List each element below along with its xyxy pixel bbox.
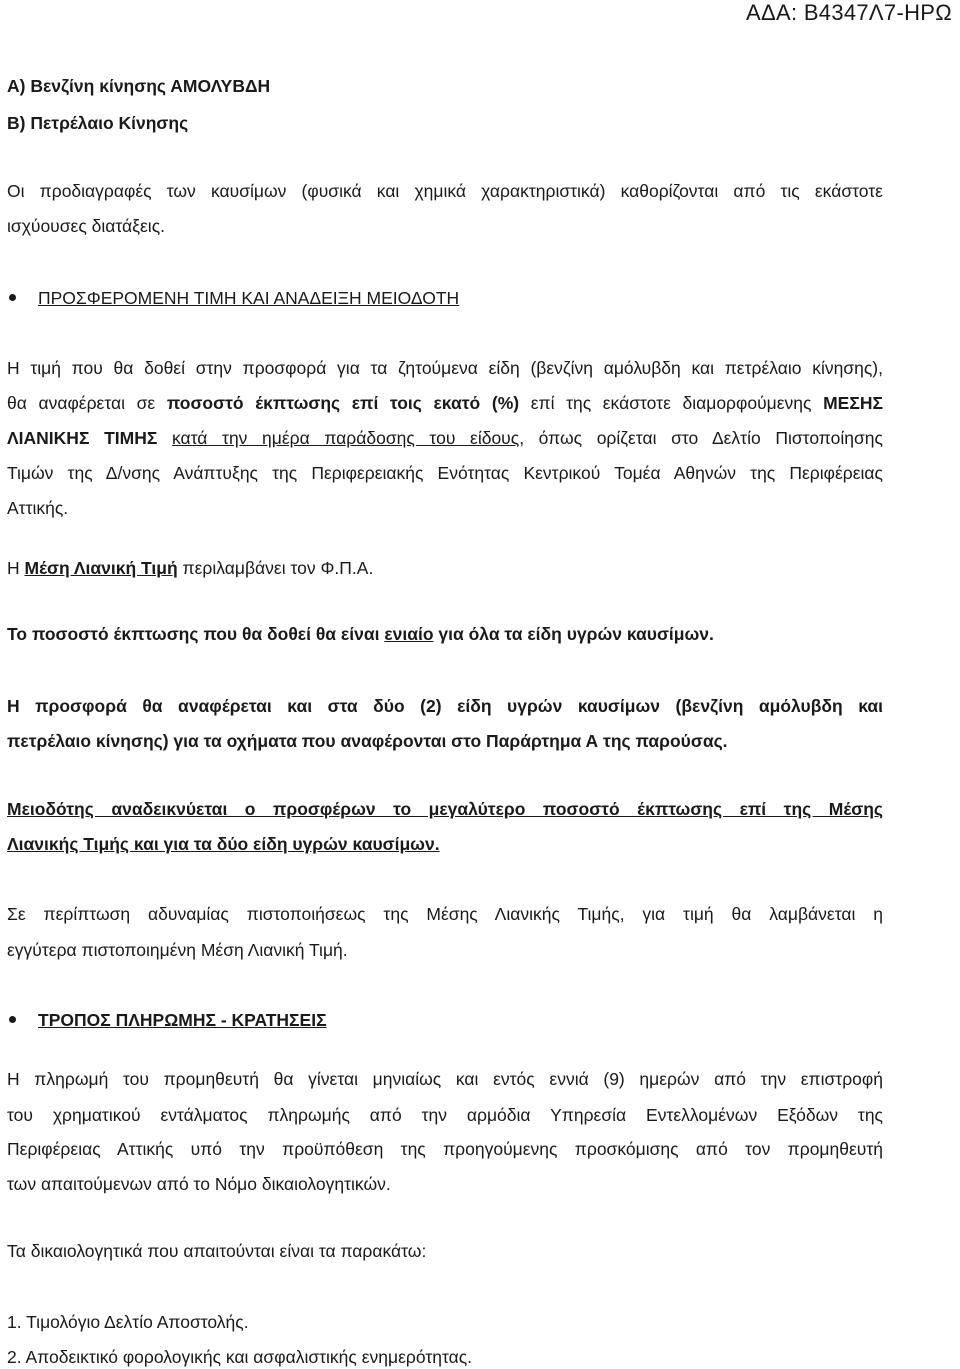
paragraph-line: των απαιτούμενων από το Νόμο δικαιολογητικών. bbox=[7, 1174, 391, 1194]
paragraph-line: Τιμών της Δ/νσης Ανάπτυξης της Περιφερειακής Ενότητας Κεντρικού Τομέα Αθηνών της Περιφέρειας bbox=[7, 463, 883, 483]
text-run: Το ποσοστό έκπτωσης που θα δοθεί θα είναι bbox=[7, 624, 385, 644]
fuel-item-a: Α) Βενζίνη κίνησης ΑΜΟΛΥΒΔΗ bbox=[7, 76, 271, 96]
text-run-bold: ποσοστό έκπτωσης επί τοις εκατό (%) bbox=[166, 393, 520, 413]
paragraph-line bbox=[7, 393, 883, 414]
fuel-item-b: Β) Πετρέλαιο Κίνησης bbox=[7, 113, 189, 133]
bullet-icon bbox=[9, 1016, 16, 1023]
text-run: θα αναφέρεται σε bbox=[7, 393, 167, 413]
bullet-icon bbox=[9, 294, 16, 301]
paragraph-line: Η προσφορά θα αναφέρεται και στα δύο (2) είδη υγρών καυσίμων (βενζίνη αμόλυβδη και bbox=[7, 696, 883, 716]
text-run-bold: ΜΕΣΗΣ bbox=[823, 393, 883, 413]
text-run: επί της εκάστοτε διαμορφούμενης bbox=[519, 393, 824, 413]
section-heading-payment bbox=[7, 1010, 327, 1031]
section-heading-price bbox=[7, 288, 459, 309]
text-run: , όπως ορίζεται στο Δελτίο Πιστοποίησης bbox=[519, 428, 883, 448]
text-run-bold: ΛΙΑΝΙΚΗΣ ΤΙΜΗΣ bbox=[7, 428, 158, 448]
text-run: περιλαμβάνει τον Φ.Π.Α. bbox=[177, 558, 374, 578]
paragraph-line: Η πληρωμή του προμηθευτή θα γίνεται μηνιαίως και εντός εννιά (9) ημερών από την επιστροφή bbox=[7, 1069, 883, 1089]
section-title: ΠΡΟΣΦΕΡΟΜΕΝΗ ΤΙΜΗ ΚΑΙ ΑΝΑΔΕΙΞΗ ΜΕΙΟΔΟΤΗ bbox=[38, 288, 460, 308]
list-item: 1. Τιμολόγιο Δελτίο Αποστολής. bbox=[7, 1312, 249, 1332]
paragraph-line: Σε περίπτωση αδυναμίας πιστοποιήσεως της Μέσης Λιανικής Τιμής, για τιμή θα λαμβάνεται η bbox=[7, 904, 883, 924]
paragraph-line: του χρηματικού εντάλματος πληρωμής από την αρμόδια Υπηρεσία Εντελλομένων Εξόδων της bbox=[7, 1105, 883, 1125]
paragraph-line: Περιφέρειας Αττικής υπό την προϋπόθεση της προηγούμενης προσκόμισης από τον προμηθευτή bbox=[7, 1139, 883, 1159]
paragraph-line: Αττικής. bbox=[7, 498, 69, 518]
text-run: Η bbox=[7, 558, 25, 578]
paragraph-line: Λιανικής Τιμής και για τα δύο είδη υγρών καυσίμων. bbox=[7, 834, 440, 854]
paragraph-line bbox=[7, 428, 883, 449]
paragraph-line: Μειοδότης αναδεικνύεται ο προσφέρων το μεγαλύτερο ποσοστό έκπτωσης επί της Μέσης bbox=[7, 799, 883, 819]
ada-code: ΑΔΑ: Β4347Λ7-ΗΡΩ bbox=[746, 0, 952, 25]
paragraph-line: πετρέλαιο κίνησης) για τα οχήματα που αναφέρονται στο Παράρτημα Α της παρούσας. bbox=[7, 731, 728, 751]
text-run-underline: κατά την ημέρα παράδοσης του είδους bbox=[171, 428, 520, 448]
paragraph-vat bbox=[7, 558, 373, 579]
list-item: 2. Αποδεικτικό φορολογικής και ασφαλιστικής ενημερότητας. bbox=[7, 1347, 473, 1367]
text-run-bold-underline: Μέση Λιανική Τιμή bbox=[24, 558, 178, 578]
paragraph-required-docs: Τα δικαιολογητικά που απαιτούνται είναι τα παρακάτω: bbox=[7, 1241, 427, 1261]
text-run: για όλα τα είδη υγρών καυσίμων. bbox=[433, 624, 714, 644]
paragraph-uniform-discount bbox=[7, 624, 714, 645]
paragraph-line: Η τιμή που θα δοθεί στην προσφορά για τα ζητούμενα είδη (βενζίνη αμόλυβδη και πετρέλαιο κίνησης), bbox=[7, 358, 883, 378]
text-run-underline: ενιαίο bbox=[384, 624, 434, 644]
paragraph-line: εγγύτερα πιστοποιημένη Μέση Λιανική Τιμή. bbox=[7, 940, 348, 960]
specs-line-2: ισχύουσες διατάξεις. bbox=[7, 216, 165, 236]
specs-line-1: Οι προδιαγραφές των καυσίμων (φυσικά και χημικά χαρακτηριστικά) καθορίζονται από τις εκάστοτε bbox=[7, 181, 883, 201]
section-title: ΤΡΟΠΟΣ ΠΛΗΡΩΜΗΣ - ΚΡΑΤΗΣΕΙΣ bbox=[38, 1010, 327, 1030]
